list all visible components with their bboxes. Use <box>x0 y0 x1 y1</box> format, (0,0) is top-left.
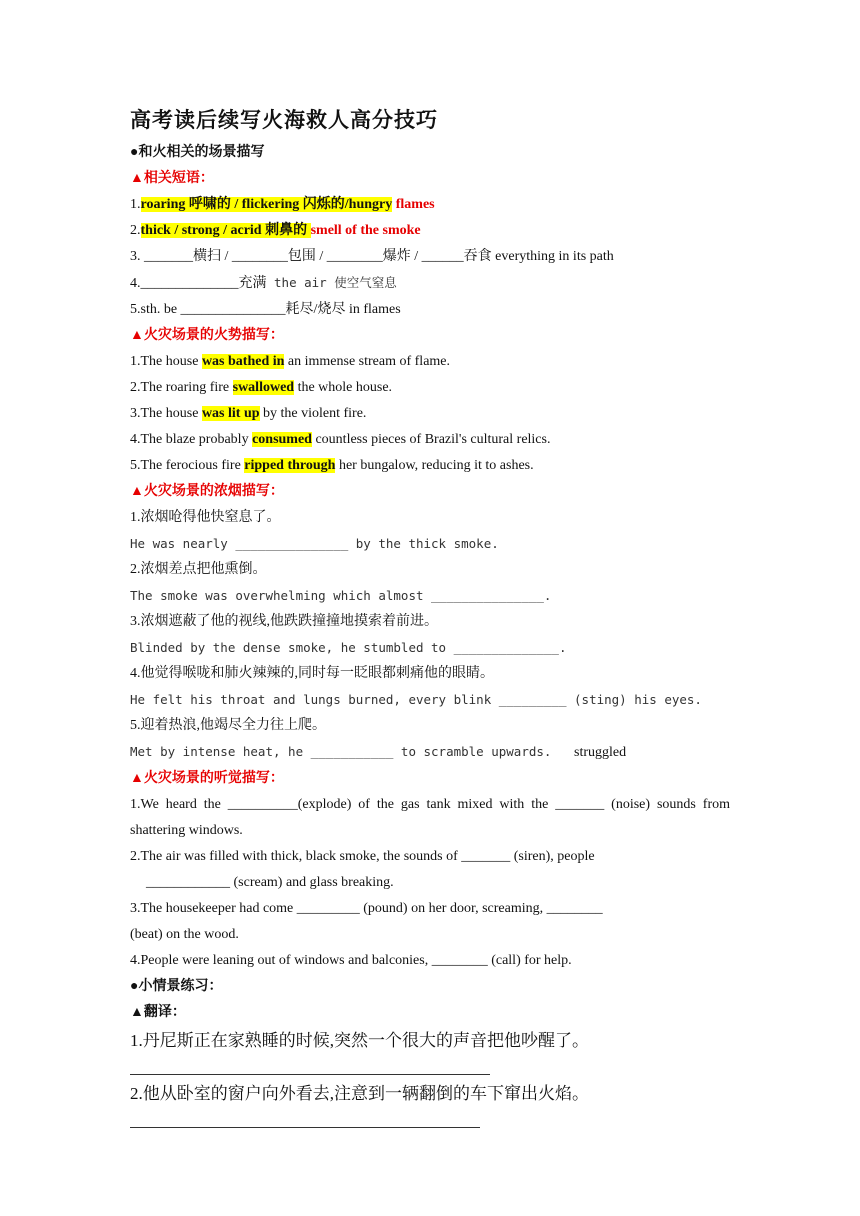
phrase-2-red: smell of the smoke <box>310 223 421 238</box>
practice-heading: ●小情景练习： <box>130 979 223 994</box>
fire-item <box>130 349 730 375</box>
phrase-1-highlight: roaring 呼啸的 / flickering 闪烁的/hungry <box>140 197 393 212</box>
fire-item <box>130 375 730 401</box>
page-title: 高考读后续写火海救人高分技巧 <box>130 108 438 132</box>
smoke-heading: ▲火灾场景的浓烟描写： <box>130 484 284 499</box>
fire-item-pre: 2.The roaring fire <box>130 380 233 395</box>
smoke-item-cn: 4.他觉得喉咙和肺火辣辣的,同时每一眨眼都刺痛他的眼睛。 <box>130 666 494 681</box>
smoke-item-en: The smoke was overwhelming which almost _______________. <box>130 588 552 603</box>
section-heading-fire-scene: ●和火相关的场景描写 <box>130 145 265 160</box>
fire-item-post: the whole house. <box>294 380 393 395</box>
smoke-item-cn: 3.浓烟遮蔽了他的视线,他跌跌撞撞地摸索着前进。 <box>130 614 438 629</box>
smoke-item-en: He was nearly _______________ by the thick smoke. <box>130 536 499 551</box>
phrase-2 <box>130 218 730 244</box>
fire-item-post: countless pieces of Brazil's cultural relics. <box>311 432 551 447</box>
fire-item-pre: 5.The ferocious fire <box>130 458 245 473</box>
fire-item-pre: 3.The house <box>130 406 202 421</box>
fire-item-post: an immense stream of flame. <box>284 354 451 369</box>
smoke-item-en <box>130 739 730 766</box>
smoke-item-cn: 5.迎着热浪,他竭尽全力往上爬。 <box>130 718 326 733</box>
phrase-2-highlight: thick / strong / acrid 刺鼻的 <box>140 223 311 238</box>
translation-heading: ▲翻译： <box>130 1005 186 1020</box>
phrase-1-num: 1. <box>130 197 141 212</box>
smoke-item-cn: 1.浓烟呛得他快窒息了。 <box>130 510 281 525</box>
fire-item-pre: 4.The blaze probably <box>130 432 253 447</box>
smoke-item-cn: 2.浓烟差点把他熏倒。 <box>130 562 267 577</box>
answer-line-2[interactable] <box>130 1109 480 1128</box>
hearing-heading: ▲火灾场景的听觉描写： <box>130 771 284 786</box>
fire-item-pre: 1.The house <box>130 354 202 369</box>
fire-item-post: her bungalow, reducing it to ashes. <box>335 458 534 473</box>
phrase-2-num: 2. <box>130 223 141 238</box>
smoke-item-en: He felt his throat and lungs burned, every blink _________ (sting) his eyes. <box>130 692 702 707</box>
smoke-item-answer: struggled <box>574 745 627 760</box>
fire-item-highlight: was lit up <box>201 406 260 421</box>
hearing-item-4: 4.People were leaning out of windows and balconies, ________ (call) for help. <box>130 953 572 968</box>
answer-line-1[interactable] <box>130 1056 490 1075</box>
fire-item-highlight: swallowed <box>232 380 295 395</box>
fire-item <box>130 453 730 479</box>
smoke-item-en-text: Met by intense heat, he ___________ to scramble upwards. <box>130 744 552 759</box>
translation-question-2: 2.他从卧室的窗户向外看去,注意到一辆翻倒的车下窜出火焰。 <box>130 1084 589 1103</box>
phrase-1-red: flames <box>392 197 435 212</box>
fire-item <box>130 427 730 453</box>
fire-item-highlight: ripped through <box>244 458 336 473</box>
phrase-1 <box>130 192 730 218</box>
phrase-3: 3. _______横扫 / ________包围 / ________爆炸 / ______吞食 everything in its path <box>130 249 614 264</box>
phrase-4-part-b: the air 使空气窒息 <box>266 275 397 290</box>
document-page <box>130 104 730 1132</box>
fire-item-highlight: was bathed in <box>201 354 285 369</box>
smoke-item-en: Blinded by the dense smoke, he stumbled to ______________. <box>130 640 567 655</box>
fire-item-post: by the violent fire. <box>259 406 367 421</box>
hearing-item-3b: (beat) on the wood. <box>130 927 239 942</box>
hearing-item-2b: ____________ (scream) and glass breaking. <box>146 875 394 890</box>
fire-item-highlight: consumed <box>252 432 312 447</box>
phrase-5: 5.sth. be _______________耗尽/烧尽 in flames <box>130 302 401 317</box>
hearing-item-2a: 2.The air was filled with thick, black smoke, the sounds of _______ (siren), people <box>130 849 595 864</box>
phrases-heading: ▲相关短语： <box>130 171 214 186</box>
hearing-item-3a: 3.The housekeeper had come _________ (pound) on her door, screaming, ________ <box>130 901 603 916</box>
phrase-4 <box>130 270 730 297</box>
hearing-item-1: 1.We heard the __________(explode) of the gas tank mixed with the _______ (noise) sounds from shattering windows. <box>130 797 730 838</box>
fire-item <box>130 401 730 427</box>
fire-intensity-heading: ▲火灾场景的火势描写： <box>130 328 284 343</box>
phrase-4-part-a: 4.______________充满 <box>130 276 267 291</box>
translation-question-1: 1.丹尼斯正在家熟睡的时候,突然一个很大的声音把他吵醒了。 <box>130 1031 589 1050</box>
